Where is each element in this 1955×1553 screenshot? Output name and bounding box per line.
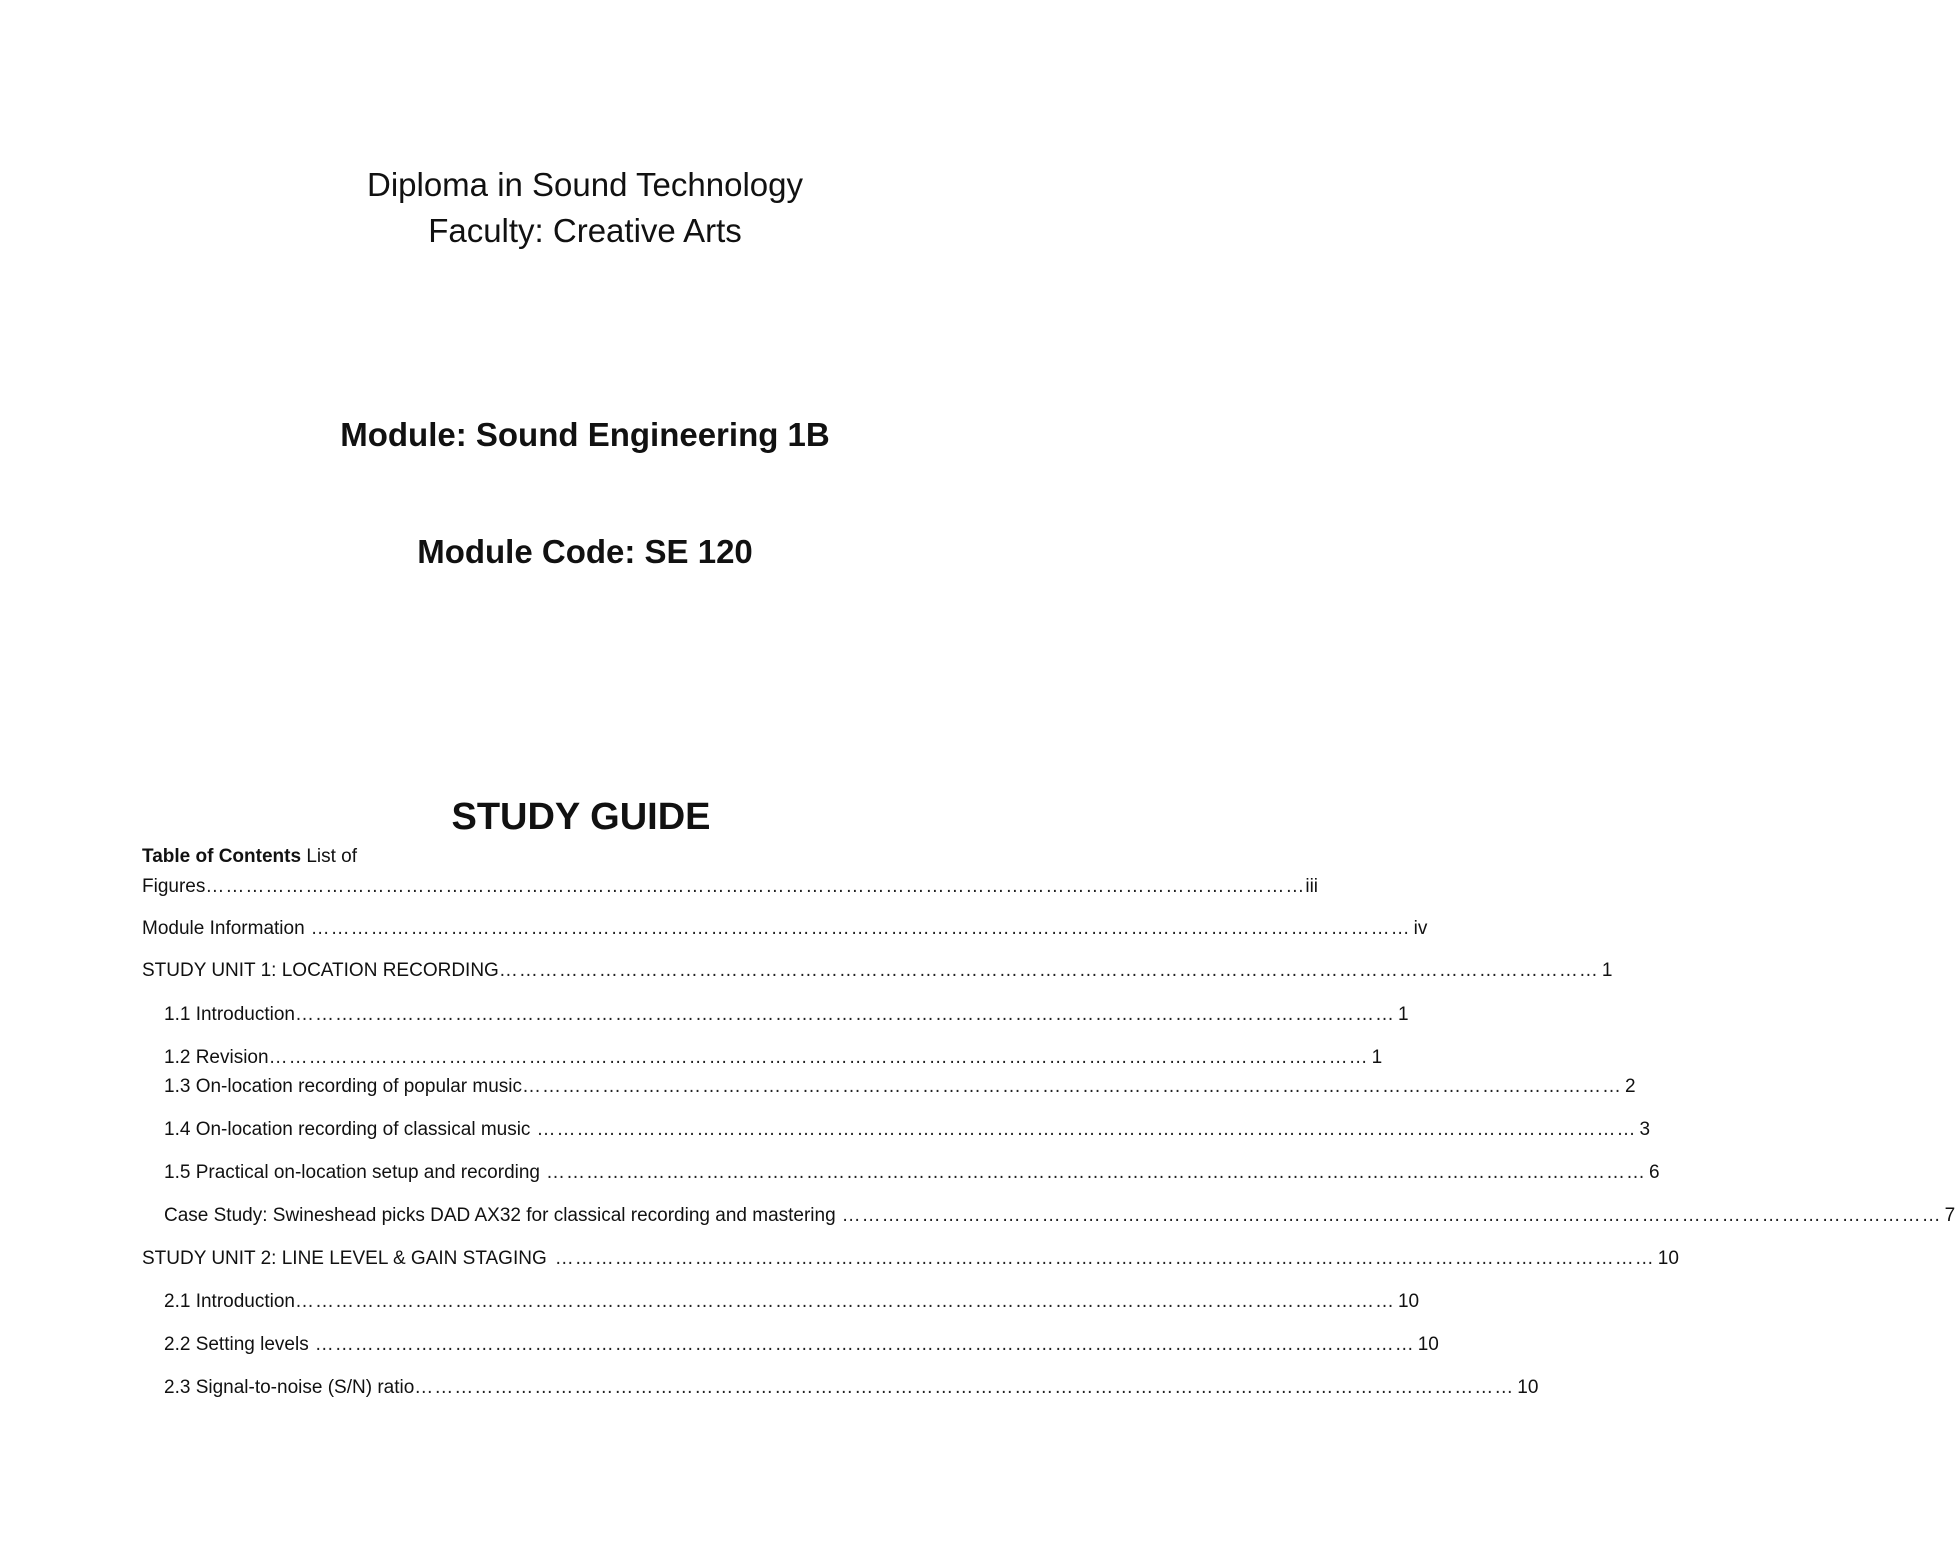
toc-entry-label: 1.1 Introduction: [164, 1004, 295, 1025]
toc-heading-line: [142, 845, 357, 869]
toc-entry-label: 2.2 Setting levels: [164, 1334, 309, 1355]
toc-leader: …………………………………………………………………………………………………………………………………………………: [205, 876, 1306, 897]
toc-entry-page: 6: [1649, 1162, 1660, 1183]
toc-heading: Table of Contents: [142, 846, 302, 867]
toc-entry-page: 1: [1371, 1047, 1383, 1068]
toc-leader: …………………………………………………………………………………………………………………………………………………: [268, 1047, 1369, 1068]
toc-entry[interactable]: [164, 1204, 1955, 1228]
toc-entry-page: iii: [1305, 876, 1319, 897]
toc-entry-label: 2.3 Signal-to-noise (S/N) ratio: [164, 1377, 415, 1398]
toc-entry-page: 10: [1517, 1377, 1539, 1398]
toc-entry-figures[interactable]: [142, 875, 1319, 899]
toc-entry[interactable]: [164, 1161, 1660, 1185]
toc-entry-label: Case Study: Swineshead picks DAD AX32 for classical recording and mastering: [164, 1205, 836, 1226]
toc-entry[interactable]: [142, 917, 1428, 941]
toc-entry-page: 1: [1601, 960, 1613, 981]
toc-leader: …………………………………………………………………………………………………………………………………………………: [536, 1119, 1637, 1140]
toc-leader: …………………………………………………………………………………………………………………………………………………: [522, 1076, 1623, 1097]
toc-entry[interactable]: [164, 1333, 1439, 1357]
toc-entry[interactable]: [164, 1376, 1539, 1400]
toc-entry-label: STUDY UNIT 2: LINE LEVEL & GAIN STAGING: [142, 1248, 547, 1269]
toc-entry-page: 3: [1639, 1119, 1651, 1140]
program-title: Diploma in Sound Technology: [366, 166, 803, 203]
toc-entry-page: 10: [1417, 1334, 1439, 1355]
toc-entry[interactable]: [164, 1046, 1383, 1070]
toc-entry-page: 7: [1944, 1205, 1955, 1226]
toc-entry-label: 1.4 On-location recording of classical music: [164, 1119, 531, 1140]
toc-entry[interactable]: [142, 1247, 1679, 1271]
toc-leader: …………………………………………………………………………………………………………………………………………………: [294, 1291, 1395, 1312]
toc-entry-label: Module Information: [142, 918, 305, 939]
toc-leader: …………………………………………………………………………………………………………………………………………………: [294, 1004, 1395, 1025]
toc-entry[interactable]: [164, 1075, 1636, 1099]
toc-first-entry-part1: List of: [306, 846, 358, 867]
toc-entry-label: 1.3 On-location recording of popular music: [164, 1076, 523, 1097]
toc-entry-label: STUDY UNIT 1: LOCATION RECORDING: [142, 960, 499, 981]
toc-entry-label: Figures: [142, 876, 206, 897]
toc-leader: …………………………………………………………………………………………………………………………………………………: [554, 1248, 1655, 1269]
faculty-title: Faculty: Creative Arts: [428, 212, 742, 249]
toc-entry-label: 2.1 Introduction: [164, 1291, 295, 1312]
document-title: STUDY GUIDE: [451, 796, 711, 838]
module-code: Module Code: SE 120: [417, 533, 753, 570]
toc-entry-page: 10: [1657, 1248, 1679, 1269]
toc-entry[interactable]: [142, 959, 1613, 983]
toc-entry-label: 1.2 Revision: [164, 1047, 269, 1068]
toc-leader: …………………………………………………………………………………………………………………………………………………: [310, 918, 1411, 939]
toc-leader: …………………………………………………………………………………………………………………………………………………: [498, 960, 1599, 981]
toc-entry-page: 1: [1397, 1004, 1409, 1025]
toc-entry[interactable]: [164, 1290, 1420, 1314]
toc-entry[interactable]: [164, 1003, 1409, 1027]
toc-entry[interactable]: [164, 1118, 1651, 1142]
toc-leader: …………………………………………………………………………………………………………………………………………………: [414, 1377, 1515, 1398]
module-title: Module: Sound Engineering 1B: [340, 416, 830, 453]
toc-leader: …………………………………………………………………………………………………………………………………………………: [314, 1334, 1415, 1355]
toc-entry-label: 1.5 Practical on-location setup and recording: [164, 1162, 541, 1183]
toc-leader: …………………………………………………………………………………………………………………………………………………: [841, 1205, 1942, 1226]
toc-entry-page: iv: [1413, 918, 1428, 939]
toc-entry-page: 2: [1625, 1076, 1636, 1097]
toc-entry-page: 10: [1397, 1291, 1420, 1312]
toc-leader: …………………………………………………………………………………………………………………………………………………: [546, 1162, 1647, 1183]
